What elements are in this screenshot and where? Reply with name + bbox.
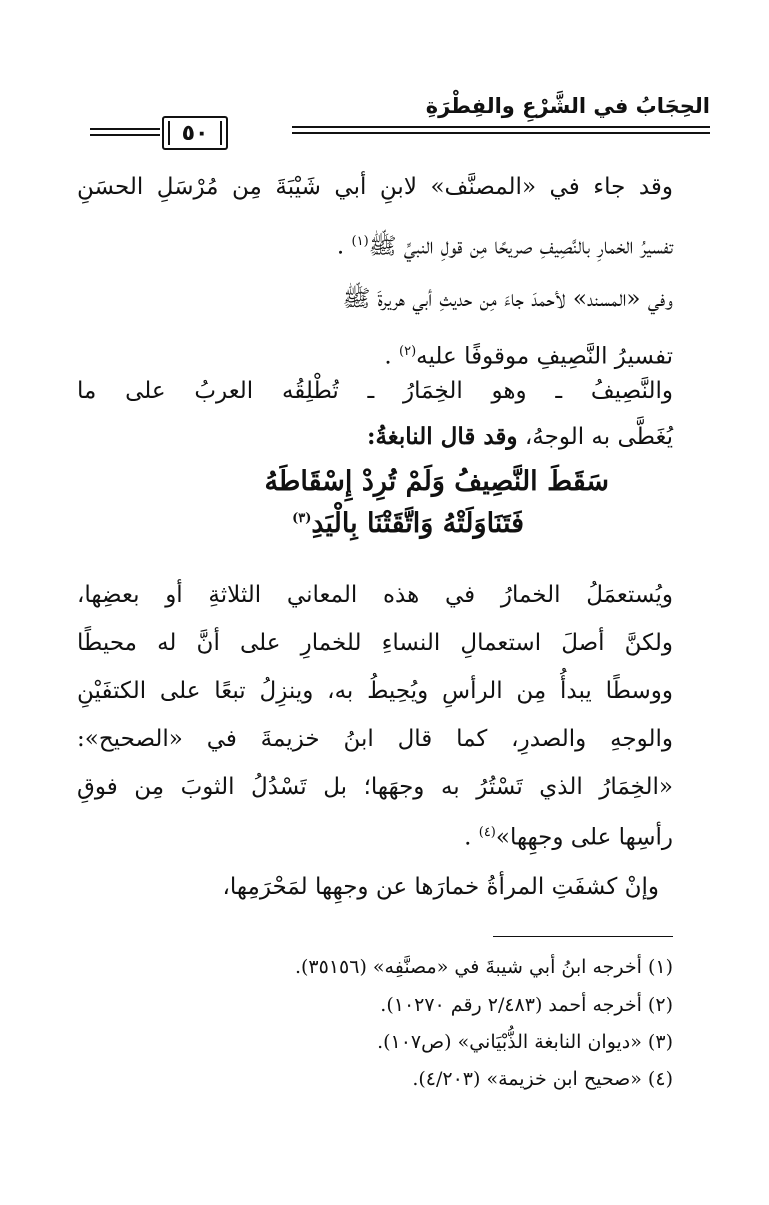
body-line-13: وإنْ كشفَتِ المرأةُ خمارَها عن وجهِها لمَحْرَمِها، [222,874,659,900]
body-line-12 [464,816,673,855]
page-number: ٥٠ [168,121,222,145]
period-mark: . [336,233,345,260]
header-rule-top [292,126,710,128]
body-line-8: ولكنَّ أصلَ استعمالِ النساءِ للخمارِ على أنَّ له محيطًا [77,630,673,656]
footnote-1: (١) أخرجه ابنُ أبي شيبةَ في «مصنَّفِه» (٣٥١٥٦). [294,956,673,978]
poem-verse-2-text: فَتَنَاوَلَتْهُ وَاتَّقَتْنَا بِالْيَدِ [311,508,524,539]
body-line-10: والوجهِ والصدرِ، كما قال ابنُ خزيمةَ في «الصحيح»: [77,726,673,752]
footnote-ref-3: (٣) [292,511,312,526]
body-line-12-text: رأسِها على وجهِها» [495,824,673,851]
footnote-4: (٤) «صحيح ابن خزيمة» (٤/٢٠٣). [412,1068,673,1090]
body-line-6-text: يُغَطَّى به الوجهُ، [524,424,673,450]
body-line-9: ووسطًا يبدأُ مِن الرأسِ ويُحِيطُ به، وينزِلُ تبعًا على الكتفَيْنِ [77,678,673,704]
body-line-4 [384,335,673,374]
body-line-3: وفي «المسند» لأحمدَ جاءَ مِن حديثِ أبي هريرةَ ﷺ [342,286,673,312]
body-line-2-text: تفسيرُ الخمارِ بالنَّصِيفِ صريحًا مِن قولِ النبيِّ ﷺ [368,233,673,260]
footnote-2: (٢) أخرجه أحمد (٢/٤٨٣ رقم ١٠٢٧٠). [380,994,673,1016]
body-line-6 [367,420,673,454]
body-line-1: وقد جاء في «المصنَّف» لابنِ أبي شَيْبَةَ مِن مُرْسَلِ الحسَنِ [77,174,673,200]
page-number-frame [162,116,228,150]
footnote-ref-2: (٢) [399,344,417,359]
body-line-7: ويُستعمَلُ الخمارُ في هذه المعاني الثلاثةِ أو بعضِها، [77,582,673,608]
poem-verse-1: سَقَطَ النَّصِيفُ وَلَمْ تُرِدْ إِسْقَاطَهُ [264,466,609,497]
running-title: الحِجَابُ في الشَّرْعِ والفِطْرَةِ [425,94,710,118]
left-rule-bottom [90,134,160,136]
page-header [90,92,710,152]
header-rule-bottom [292,132,710,134]
body-line-2 [337,225,673,264]
footnote-divider [493,936,673,937]
period-mark: . [384,343,392,370]
body-line-5: والنَّصِيفُ ـ وهو الخِمَارُ ـ تُطْلِقُه العربُ على ما [77,378,673,404]
footnote-ref-4: (٤) [478,825,496,840]
period-mark: . [464,824,472,851]
poet-intro: وقد قال النابغةُ: [366,423,518,450]
footnote-3: (٣) «ديوان النابغة الذُّبْيَاني» (ص١٠٧). [377,1031,673,1053]
footnote-ref-1: (١) [351,234,369,249]
body-line-11: «الخِمَارُ الذي تَسْتُرُ به وجهَها؛ بل تَسْدُلُ الثوبَ مِن فوقِ [77,774,673,800]
left-rule-top [90,128,160,130]
poem-verse-2 [292,508,524,539]
body-line-4-text: تفسيرُ النَّصِيفِ موقوفًا عليه [416,343,673,370]
